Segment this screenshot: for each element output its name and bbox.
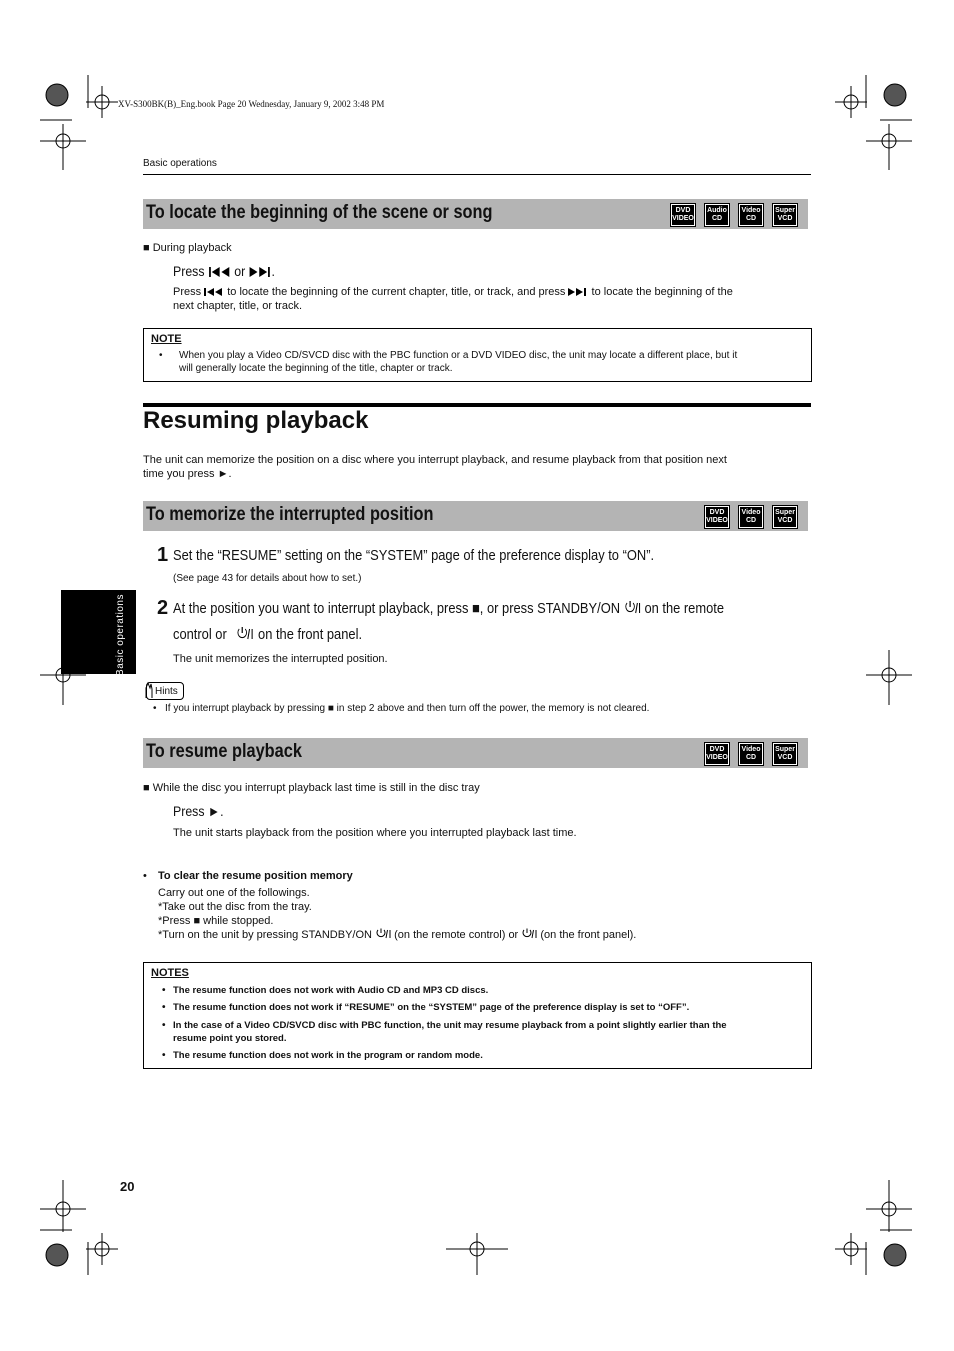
condition-disc-in-tray: ■ While the disc you interrupt playback last time is still in the disc tray — [143, 782, 480, 794]
note-text: When you play a Video CD/SVCD disc with the PBC function or a DVD VIDEO disc, the unit may locate a different place, but it will generally locate the beginning of the title, chapter or track. — [179, 350, 738, 374]
condition-during-playback: ■ During playback — [143, 242, 232, 254]
resume-intro: The unit can memorize the position on a disc where you interrupt playback, and resume playback from that position next time you press ►. — [143, 454, 727, 480]
press-play-description: The unit starts playback from the position where you interrupted playback last time. — [173, 827, 577, 839]
notes-bullet: • — [162, 1002, 166, 1013]
standby-power-icon — [375, 928, 391, 939]
hints-badge: Hints — [146, 682, 184, 700]
notes-bullet: • — [162, 985, 166, 996]
step-2-text-line1: At the position you want to interrupt playback, press ■, or press STANDBY/ON on the remote — [173, 600, 725, 617]
skip-previous-icon — [208, 267, 231, 277]
hand-icon — [143, 680, 155, 700]
dvd-video-badge: DVD VIDEO — [704, 742, 730, 766]
notes-item-3: In the case of a Video CD/SVCD disc with PBC function, the unit may resume playback from a point slightly earlier than the resume point you stored. — [173, 1020, 727, 1044]
video-cd-badge: Video CD — [738, 505, 764, 529]
or-label: or — [234, 263, 246, 279]
skip-next-icon — [249, 267, 272, 277]
press-label: Press — [173, 263, 205, 279]
super-vcd-badge: Super VCD — [772, 505, 798, 529]
step-2-subtext: The unit memorizes the interrupted position. — [173, 653, 388, 665]
header-rule — [143, 174, 811, 175]
running-head: Basic operations — [143, 158, 217, 169]
note-bullet: • — [159, 350, 163, 361]
dvd-video-badge: DVD VIDEO — [670, 203, 696, 227]
dvd-video-badge: DVD VIDEO — [704, 505, 730, 529]
section-title-resume: To resume playback — [146, 741, 302, 762]
standby-power-icon — [521, 928, 537, 939]
hint-text: If you interrupt playback by pressing ■ in step 2 above and then turn off the power, the memory is not cleared. — [165, 703, 650, 714]
super-vcd-badge: Super VCD — [772, 203, 798, 227]
book-filename: XV-S300BK(B)_Eng.book Page 20 Wednesday, January 9, 2002 3:48 PM — [118, 99, 385, 109]
notes-box — [143, 962, 812, 1069]
skip-previous-icon — [204, 288, 224, 296]
video-cd-badge: Video CD — [738, 203, 764, 227]
press-play-instruction: Press ►. — [173, 803, 224, 819]
super-vcd-badge: Super VCD — [772, 742, 798, 766]
section-bar-resume — [143, 738, 808, 768]
notes-bullet: • — [162, 1020, 166, 1031]
disc-badges-resume — [704, 742, 798, 766]
step-2-number: 2 — [157, 597, 169, 619]
notes-item-4: The resume function does not work in the program or random mode. — [173, 1050, 483, 1061]
disc-badges-locate — [670, 203, 798, 227]
notes-label: NOTES — [151, 967, 189, 979]
audio-cd-badge: Audio CD — [704, 203, 730, 227]
section-title-locate: To locate the beginning of the scene or song — [146, 202, 493, 223]
page-number: 20 — [120, 1179, 135, 1194]
press-description: Press to locate the beginning of the current chapter, title, or track, and press to locate the beginning of the next chapter, title, or track. — [173, 286, 733, 312]
note-box — [143, 328, 812, 382]
skip-next-icon — [568, 288, 588, 296]
section-bar-locate — [143, 199, 808, 229]
section-bar-memorize — [143, 501, 808, 531]
hint-bullet: • — [153, 703, 157, 714]
press-instruction: Press or . — [173, 263, 275, 279]
notes-item-2: The resume function does not work if “RESUME” on the “SYSTEM” page of the preference display is set to “OFF”. — [173, 1002, 690, 1013]
section-title-memorize: To memorize the interrupted position — [146, 504, 434, 525]
page-heading: Resuming playback — [143, 407, 369, 434]
clear-bullet: • — [143, 870, 147, 882]
video-cd-badge: Video CD — [738, 742, 764, 766]
step-2-text-line2: control or on the front panel. — [173, 626, 363, 643]
side-tab — [61, 590, 136, 674]
step-1-number: 1 — [157, 544, 169, 566]
clear-instructions: Carry out one of the followings. *Take out the disc from the tray. *Press ■ while stopped. *Turn on the unit by pressing STANDBY/ON (on the remote control) or (on the front panel). — [158, 887, 637, 941]
note-label: NOTE — [151, 333, 182, 345]
clear-title: To clear the resume position memory — [158, 870, 353, 882]
side-tab-label: Basic operations — [115, 594, 126, 676]
notes-item-1: The resume function does not work with Audio CD and MP3 CD discs. — [173, 985, 489, 996]
step-1-text: Set the “RESUME” setting on the “SYSTEM” page of the preference display to “ON”. — [173, 547, 655, 564]
disc-badges-memorize — [704, 505, 798, 529]
standby-power-icon — [230, 626, 254, 640]
notes-bullet: • — [162, 1050, 166, 1061]
step-1-subtext: (See page 43 for details about how to set.) — [173, 573, 362, 584]
standby-power-icon — [624, 600, 641, 614]
